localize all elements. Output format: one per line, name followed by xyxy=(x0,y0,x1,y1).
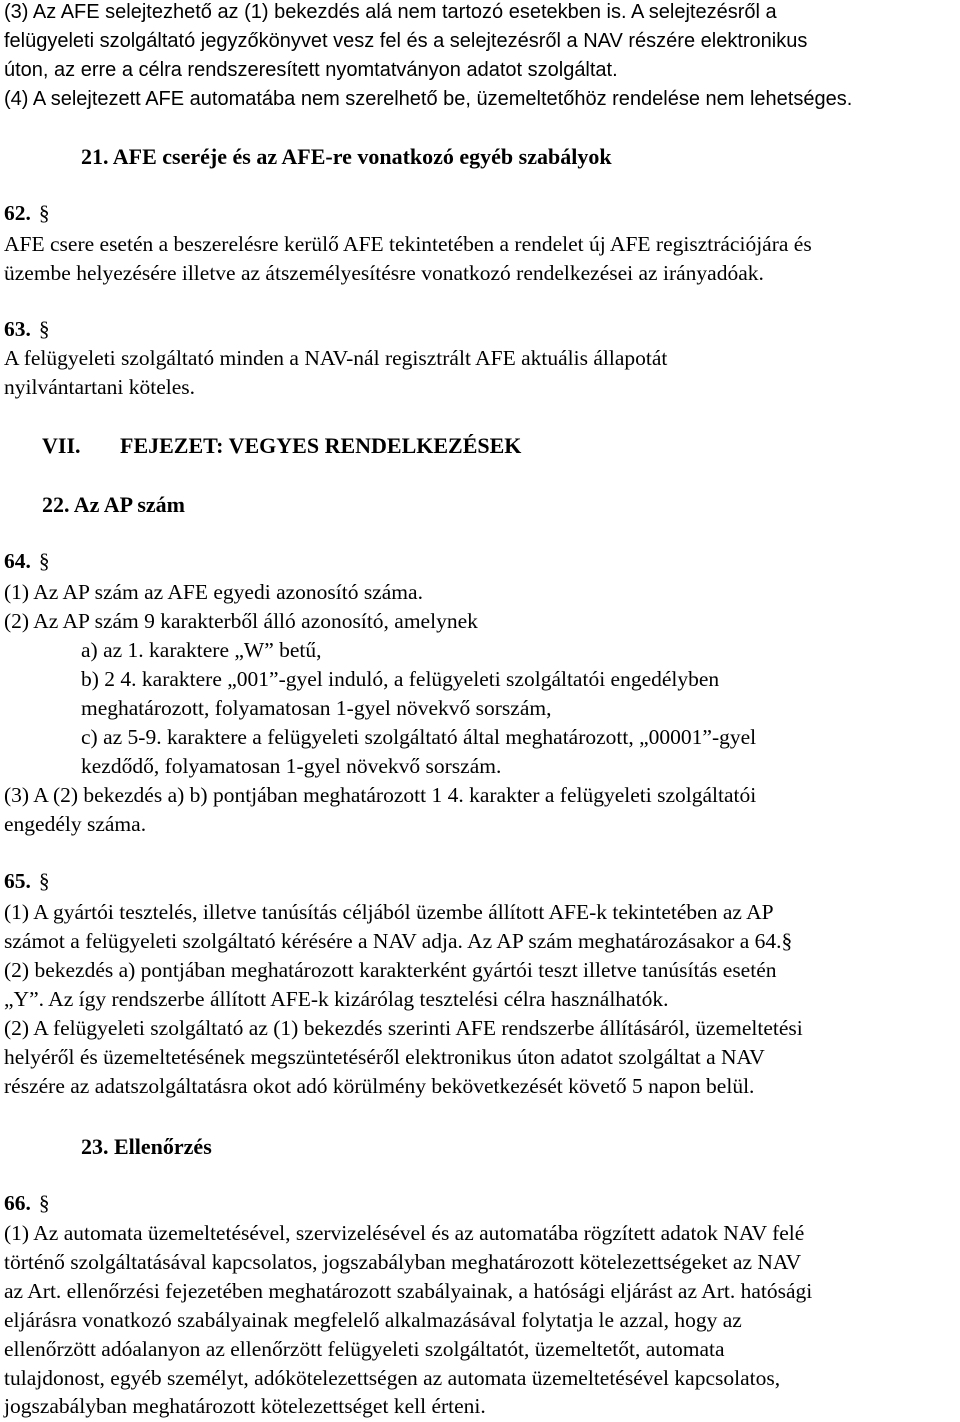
section-link-icon[interactable]: § xyxy=(38,1191,50,1215)
paragraph-4-line-1: (4) A selejtezett AFE automatába nem szerelhető be, üzemeltetőhöz rendelése nem lehetséges. xyxy=(4,88,853,110)
section-22-heading: 22. Az AP szám xyxy=(42,492,185,517)
paragraph-65-line-6: helyéről és üzemeltetésének megszüntetéséről elektronikus úton adatot szolgáltat a NAV xyxy=(4,1045,765,1069)
paragraph-64-line-4: engedély száma. xyxy=(4,812,147,836)
paragraph-65-line-4: „Y”. Az így rendszerbe állított AFE-k kizárólag tesztelési célra használhatók. xyxy=(4,987,669,1011)
paragraph-63-line-2: nyilvántartani köteles. xyxy=(4,375,196,399)
paragraph-number: 66. xyxy=(4,1191,31,1215)
paragraph-65-line-2-text: számot a felügyeleti szolgáltató kérésére a NAV adja. Az AP szám meghatározásakor a 64. xyxy=(4,929,782,953)
paragraph-65-line-5: (2) A felügyeleti szolgáltató az (1) bekezdés szerinti AFE rendszerbe állításáról, üzemeltetési xyxy=(4,1016,803,1040)
section-23-heading: 23. Ellenőrzés xyxy=(81,1134,212,1159)
paragraph-number: 64. xyxy=(4,549,31,573)
section-link-icon[interactable]: § xyxy=(38,317,50,341)
paragraph-66-line-3: az Art. ellenőrzési fejezetében meghatározott szabályainak, a hatósági eljárást az Art. hatósági xyxy=(4,1279,813,1303)
paragraph-65-line-3: (2) bekezdés a) pontjában meghatározott karakterként gyártói teszt illetve tanúsítás esetén xyxy=(4,958,777,982)
paragraph-63-number xyxy=(4,314,50,344)
paragraph-66-number xyxy=(4,1188,50,1218)
paragraph-64-point-c-line-1: c) az 5-9. karaktere a felügyeleti szolgáltató által meghatározott, „00001”-gyel xyxy=(81,725,757,749)
chapter-title: FEJEZET: VEGYES RENDELKEZÉSEK xyxy=(120,433,522,458)
paragraph-65-line-7: részére az adatszolgáltatásra okot adó körülmény bekövetkezését követő 5 napon belül. xyxy=(4,1074,755,1098)
paragraph-64-point-c-line-2: kezdődő, folyamatosan 1-gyel növekvő sorszám. xyxy=(81,754,502,778)
paragraph-64-point-a: a) az 1. karaktere „W” betű, xyxy=(81,638,322,662)
paragraph-64-number xyxy=(4,546,50,576)
section-link-icon[interactable]: § xyxy=(781,929,793,953)
paragraph-3-line-3: úton, az erre a célra rendszeresített nyomtatványon adatot szolgáltat. xyxy=(4,59,618,81)
paragraph-64-line-1: (1) Az AP szám az AFE egyedi azonosító száma. xyxy=(4,580,423,604)
paragraph-63-line-1: A felügyeleti szolgáltató minden a NAV-nál regisztrált AFE aktuális állapotát xyxy=(4,346,668,370)
paragraph-66-line-5: ellenőrzött adóalanyon az ellenőrzött felügyeleti szolgáltatót, üzemeltetőt, automata xyxy=(4,1337,725,1361)
paragraph-64-line-2: (2) Az AP szám 9 karakterből álló azonosító, amelynek xyxy=(4,609,478,633)
paragraph-66-line-1: (1) Az automata üzemeltetésével, szervizelésével és az automatába rögzített adatok NAV felé xyxy=(4,1221,805,1245)
paragraph-62-line-2: üzembe helyezésére illetve az átszemélyesítésre vonatkozó rendelkezései az irányadóak. xyxy=(4,261,764,285)
paragraph-65-number xyxy=(4,866,50,896)
paragraph-66-line-6: tulajdonost, egyéb személyt, adókötelezettségen az automata üzemeltetésével kapcsolatos, xyxy=(4,1366,781,1390)
chapter-number: VII. xyxy=(42,433,81,458)
paragraph-64-point-b-line-1: b) 2 4. karaktere „001”-gyel induló, a felügyeleti szolgáltatói engedélyben xyxy=(81,667,720,691)
chapter-7-heading xyxy=(42,431,521,461)
paragraph-64-point-b-line-2: meghatározott, folyamatosan 1-gyel növekvő sorszám, xyxy=(81,696,552,720)
section-link-icon[interactable]: § xyxy=(38,869,50,893)
paragraph-number: 63. xyxy=(4,317,31,341)
section-link-icon[interactable]: § xyxy=(38,549,50,573)
paragraph-66-line-4: eljárásra vonatkozó szabályainak megfelelő alkalmazásával folytatja le azzal, hogy az xyxy=(4,1308,742,1332)
paragraph-62-line-1: AFE csere esetén a beszerelésre kerülő AFE tekintetében a rendelet új AFE regisztrációjára és xyxy=(4,232,812,256)
paragraph-number: 65. xyxy=(4,869,31,893)
paragraph-66-line-2: történő szolgáltatásával kapcsolatos, jogszabályban meghatározott kötelezettségeket az NAV xyxy=(4,1250,802,1274)
paragraph-65-line-2 xyxy=(4,926,792,956)
paragraph-62-number xyxy=(4,198,50,228)
paragraph-64-line-3: (3) A (2) bekezdés a) b) pontjában meghatározott 1 4. karakter a felügyeleti szolgáltatói xyxy=(4,783,757,807)
section-link-icon[interactable]: § xyxy=(38,201,50,225)
paragraph-65-line-1: (1) A gyártói tesztelés, illetve tanúsítás céljából üzembe állított AFE-k tekintetében az AP xyxy=(4,900,774,924)
section-21-heading: 21. AFE cseréje és az AFE-re vonatkozó egyéb szabályok xyxy=(81,144,612,169)
paragraph-66-line-7: jogszabályban meghatározott kötelezettséget kell érteni. xyxy=(4,1394,486,1418)
paragraph-3-line-1: (3) Az AFE selejtezhető az (1) bekezdés alá nem tartozó esetekben is. A selejtezésről a xyxy=(4,1,777,23)
paragraph-3-line-2: felügyeleti szolgáltató jegyzőkönyvet vesz fel és a selejtezésről a NAV részére elektronikus xyxy=(4,30,808,52)
paragraph-number: 62. xyxy=(4,201,31,225)
